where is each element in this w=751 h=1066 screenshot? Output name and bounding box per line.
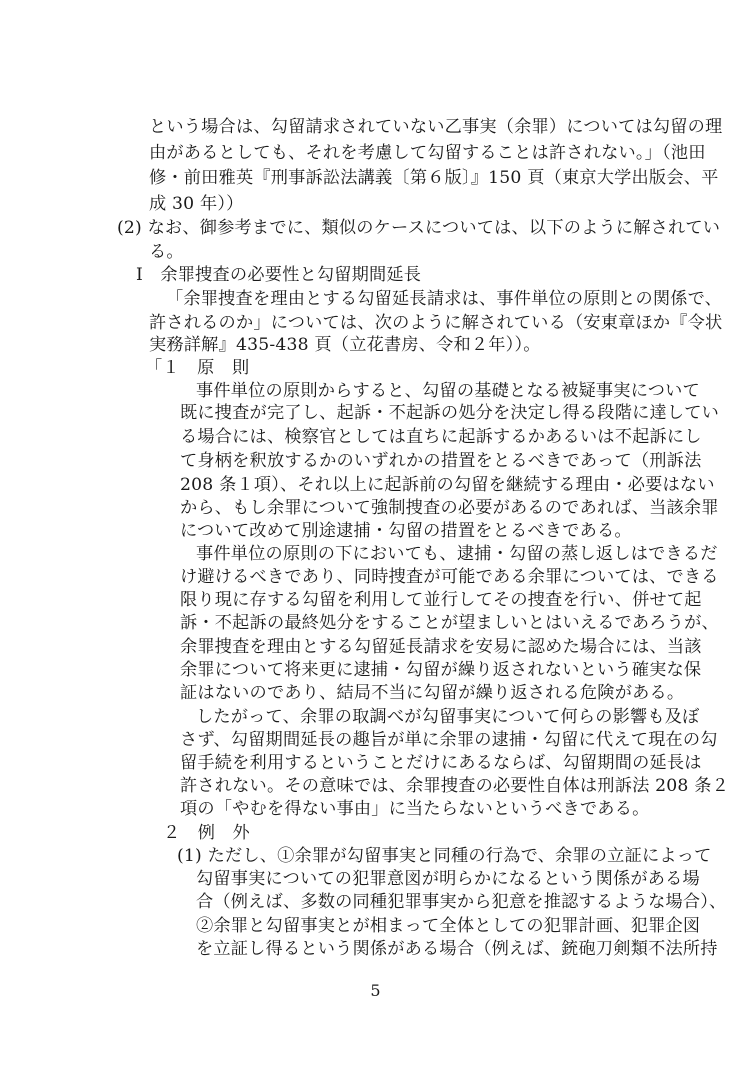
text-line: 許されない。その意味では、余罪捜査の必要性自体は刑訴法 208 条２ [180, 776, 729, 796]
subsection-heading: 「１ 原 則 [145, 358, 250, 378]
text-line: を立証し得るという関係がある場合（例えば、銃砲刀剣類不法所持 [196, 939, 718, 959]
text-line: 実務詳解』435-438 頁（立花書房、令和２年））。 [149, 335, 541, 355]
text-line: 既に捜査が完了し、起訴・不起訴の処分を決定し得る段階に達してい [180, 403, 720, 423]
text-line: (2) なお、御参考までに、類似のケースについては、以下のように解されてい [117, 218, 721, 238]
text-line: 証はないのであり、結局不当に勾留が繰り返される危険がある。 [180, 683, 685, 703]
text-line: け避けるべきであり、同時捜査が可能である余罪については、できる [180, 567, 719, 587]
text-line: 事件単位の原則からすると、勾留の基礎となる被疑事実について [196, 381, 700, 401]
text-line: 由があるとしても、それを考慮して勾留することは許されない。」（池田 [149, 143, 706, 163]
text-line: 留手続を利用するということだけにあるならば、勾留期間の延長は [180, 753, 702, 773]
text-line: る場合には、検察官としては直ちに起訴するかあるいは不起訴にし [180, 427, 702, 447]
text-line: 許されるのか」については、次のように解されている（安東章ほか『令状 [149, 313, 723, 333]
text-line: という場合は、勾留請求されていない乙事実（余罪）については勾留の理 [149, 117, 723, 137]
text-line: ②余罪と勾留事実とが相まって全体としての犯罪計画、犯罪企図 [196, 916, 701, 936]
section-heading: Ⅰ 余罪捜査の必要性と勾留期間延長 [136, 265, 422, 285]
page-number: 5 [370, 981, 381, 1000]
text-line: 合（例えば、多数の同種犯罪事実から犯意を推認するような場合）、 [196, 892, 727, 912]
text-line: したがって、余罪の取調べが勾留事実について何らの影響も及ぼ [196, 707, 700, 727]
text-line: 事件単位の原則の下においても、逮捕・勾留の蒸し返しはできるだ [196, 544, 718, 564]
text-line: 成 30 年）） [149, 194, 244, 214]
text-line: 余罪について将来更に逮捕・勾留が繰り返されないという確実な保 [180, 660, 702, 680]
text-line: る。 [149, 242, 184, 262]
text-line: 208 条１項）、それ以上に起訴前の勾留を継続する理由・必要はない [180, 475, 715, 495]
text-line: 限り現に存する勾留を利用して並行してその捜査を行い、併せて起 [180, 590, 702, 610]
text-line: 勾留事実についての犯罪意図が明らかになるという関係がある場 [196, 869, 700, 889]
text-line: (1) ただし、①余罪が勾留事実と同種の行為で、余罪の立証によって [177, 846, 712, 866]
text-line: 訴・不起訴の最終処分をすることが望ましいとはいえるであろうが、 [180, 613, 719, 633]
subsection-heading: ２ 例 外 [163, 823, 250, 843]
text-line: さず、勾留期間延長の趣旨が単に余罪の逮捕・勾留に代えて現在の勾 [180, 730, 718, 750]
text-line: について改めて別途逮捕・勾留の措置をとるべきである。 [180, 521, 632, 541]
text-line: て身柄を釈放するかのいずれかの措置をとるべきであって（刑訴法 [180, 451, 702, 471]
text-line: 項の「やむを得ない事由」に当たらないというべきである。 [180, 799, 650, 819]
text-line: 修・前田雅英『刑事訴訟法講義〔第６版〕』150 頁（東京大学出版会、平 [149, 168, 719, 188]
text-line: 「余罪捜査を理由とする勾留延長請求は、事件単位の原則との関係で、 [166, 289, 723, 309]
text-line: 余罪捜査を理由とする勾留延長請求を安易に認めた場合には、当該 [180, 637, 702, 657]
text-line: から、もし余罪について強制捜査の必要があるのであれば、当該余罪 [180, 498, 719, 518]
